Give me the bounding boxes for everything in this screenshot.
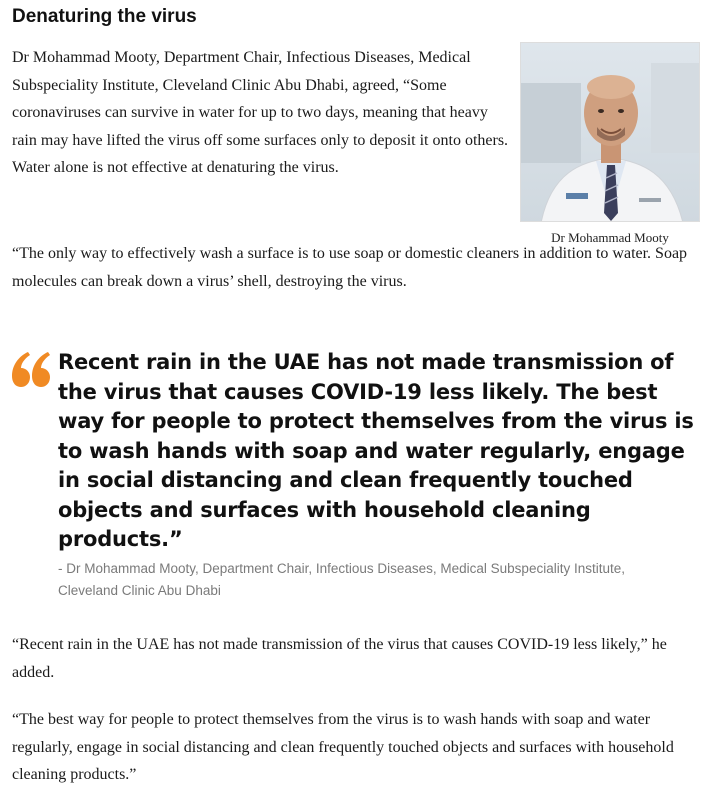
pull-quote-text: Recent rain in the UAE has not made transmission of the virus that causes COVID-19 less likely. The best way for people to protect themselves from the virus is to wash hands with soap and water regularly, engage in social distancing and clean frequently touched objects and surfaces with household cleaning products.” [58,350,694,551]
author-figure [520,42,700,246]
photo-caption: Dr Mohammad Mooty [551,230,669,245]
paragraph-4: “The best way for people to protect themselves from the virus is to wash hands with soap and water regularly, engage in social distancing and clean frequently touched objects and surfaces with household cleaning products.” [12,711,674,783]
paragraph-2: “The only way to effectively wash a surface is to use soap or domestic cleaners in addition to water. Soap molecules can break down a virus’ shell, destroying the virus. [12,245,688,290]
quote-icon [12,350,52,388]
paragraph-3: “Recent rain in the UAE has not made transmission of the virus that causes COVID-19 less likely,” he added. [12,636,667,681]
author-photo[interactable] [520,42,700,222]
author-photo-illustration [521,43,700,222]
pull-quote-attribution: - Dr Mohammad Mooty, Department Chair, Infectious Diseases, Medical Subspeciality Institute, Cleveland Clinic Abu Dhabi [58,561,625,598]
section-heading: Denaturing the virus [12,6,197,27]
paragraph-1: Dr Mohammad Mooty, Department Chair, Infectious Diseases, Medical Subspeciality Institute, Cleveland Clinic Abu Dhabi, agreed, “Some coronaviruses can survive in water for up to two days, meaning that heavy rain may have lifted the virus off some surfaces only to deposit it onto others. Water alone is not effective at denaturing the virus. [12,49,509,176]
